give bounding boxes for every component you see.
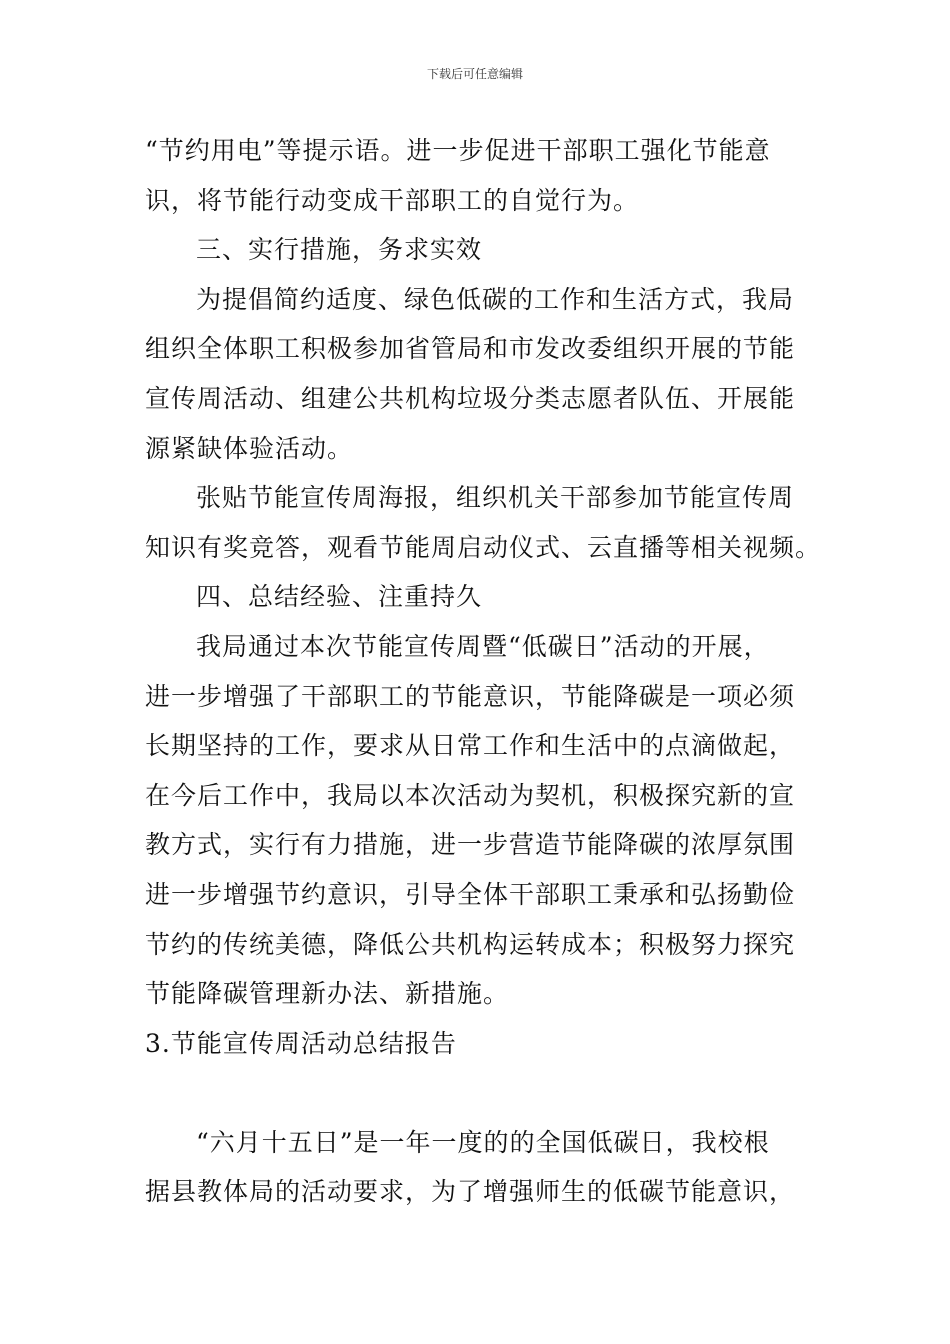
paragraph-line: 在今后工作中，我局以本次活动为契机，积极探究新的宣	[145, 780, 796, 810]
paragraph-line: 进一步增强节约意识，引导全体干部职工秉承和弘扬勤俭	[145, 879, 796, 909]
paragraph-line: 宣传周活动、组建公共机构垃圾分类志愿者队伍、开展能	[145, 383, 796, 413]
paragraph-line: 教方式，实行有力措施，进一步营造节能降碳的浓厚氛围	[145, 830, 796, 860]
paragraph-line: 我局通过本次节能宣传周暨“低碳日”活动的开展，	[196, 631, 770, 661]
paragraph-line: 据县教体局的活动要求，为了增强师生的低碳节能意识，	[145, 1177, 796, 1207]
paragraph-line: 张贴节能宣传周海报，组织机关干部参加节能宣传周	[196, 483, 795, 513]
paragraph-line: “六月十五日”是一年一度的的全国低碳日，我校根	[196, 1127, 770, 1157]
blank-line	[145, 1068, 811, 1118]
paragraph-line: 节能降碳管理新办法、新措施。	[145, 979, 510, 1009]
paragraph-line: 节约的传统美德，降低公共机构运转成本；积极努力探究	[145, 929, 796, 959]
paragraph-line: 组织全体职工积极参加省管局和市发改委组织开展的节能	[145, 334, 796, 364]
paragraph-line: “节约用电”等提示语。进一步促进干部职工强化节能意	[145, 136, 771, 165]
section-heading: 三、实行措施，务求实效	[196, 235, 483, 265]
paragraph-line: 知识有奖竞答，观看节能周启动仪式、云直播等相关视频。	[145, 532, 822, 562]
paragraph-line: 为提倡简约适度、绿色低碳的工作和生活方式，我局	[196, 284, 795, 314]
page-header-note: 下载后可任意编辑	[426, 67, 523, 81]
paragraph-line: 识，将节能行动变成干部职工的自觉行为。	[145, 185, 640, 215]
paragraph-line: 长期坚持的工作，要求从日常工作和生活中的点滴做起，	[145, 731, 796, 761]
report-title: 3.节能宣传周活动总结报告	[145, 1028, 457, 1058]
paragraph-line: 源紧缺体验活动。	[145, 433, 354, 463]
document-body	[145, 126, 822, 1217]
section-heading: 四、总结经验、注重持久	[196, 582, 483, 612]
paragraph-line: 进一步增强了干部职工的节能意识，节能降碳是一项必须	[145, 681, 796, 711]
